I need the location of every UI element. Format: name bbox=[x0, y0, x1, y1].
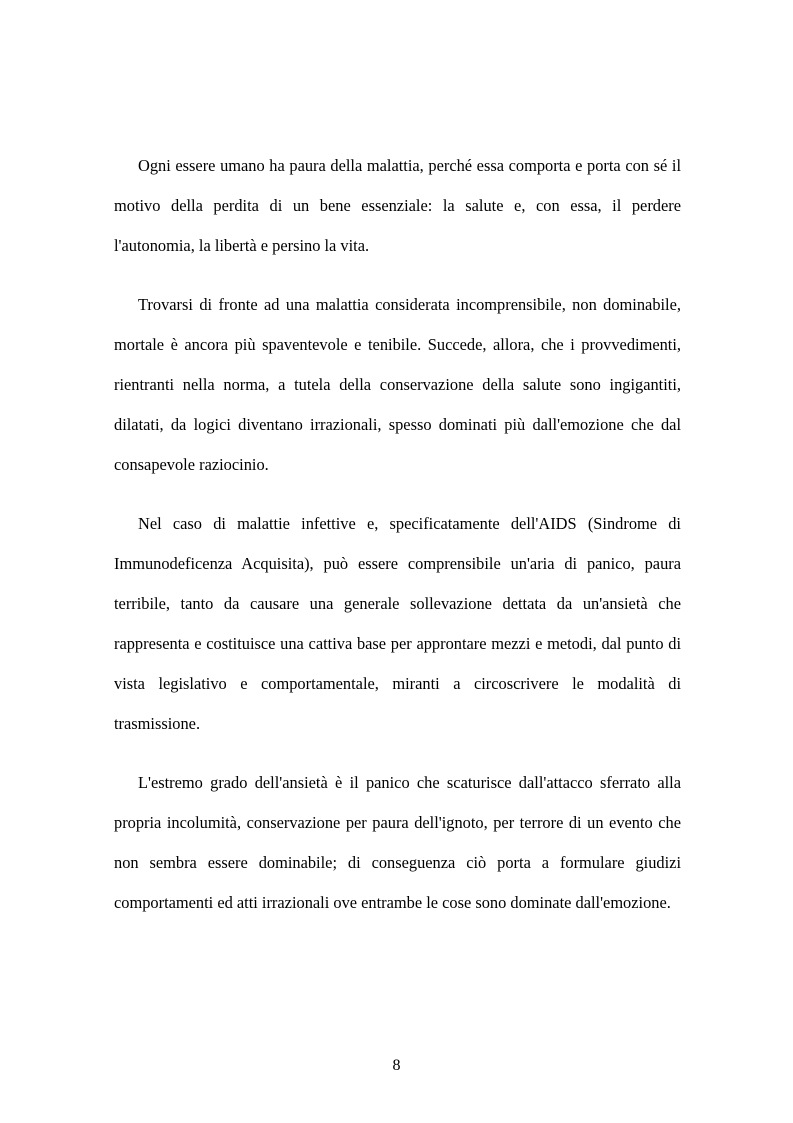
page-number: 8 bbox=[392, 1057, 401, 1074]
paragraph-2: Trovarsi di fronte ad una malattia considerata incomprensibile, non dominabile, mortale è ancora più spaventevole e tenibile. Succede, allora, che i provvedimenti, rientranti nella norma, a tutela della conservazione della salute sono ingigantiti, dilatati, da logici diventano irrazionali, spesso dominati più dall'emozione che dal consapevole raziocinio. bbox=[114, 295, 681, 474]
paragraph-3: Nel caso di malattie infettive e, specificatamente dell'AIDS (Sindrome di Immunodeficenza Acquisita), può essere comprensibile un'aria di panico, paura terribile, tanto da causare una generale sollevazione dettata da un'ansietà che rappresenta e costituisce una cattiva base per approntare mezzi e metodi, dal punto di vista legislativo e comportamentale, miranti a circoscrivere le modalità di trasmissione. bbox=[114, 514, 681, 733]
document-body bbox=[114, 146, 681, 942]
paragraph-1: Ogni essere umano ha paura della malattia, perché essa comporta e porta con sé il motivo della perdita di un bene essenziale: la salute e, con essa, il perdere l'autonomia, la libertà e persino la vita. bbox=[114, 156, 681, 255]
paragraph-4: L'estremo grado dell'ansietà è il panico che scaturisce dall'attacco sferrato alla propria incolumità, conservazione per paura dell'ignoto, per terrore di un evento che non sembra essere dominabile; di conseguenza ciò porta a formulare giudizi comportamenti ed atti irrazionali ove entrambe le cose sono dominate dall'emozione. bbox=[114, 773, 681, 912]
